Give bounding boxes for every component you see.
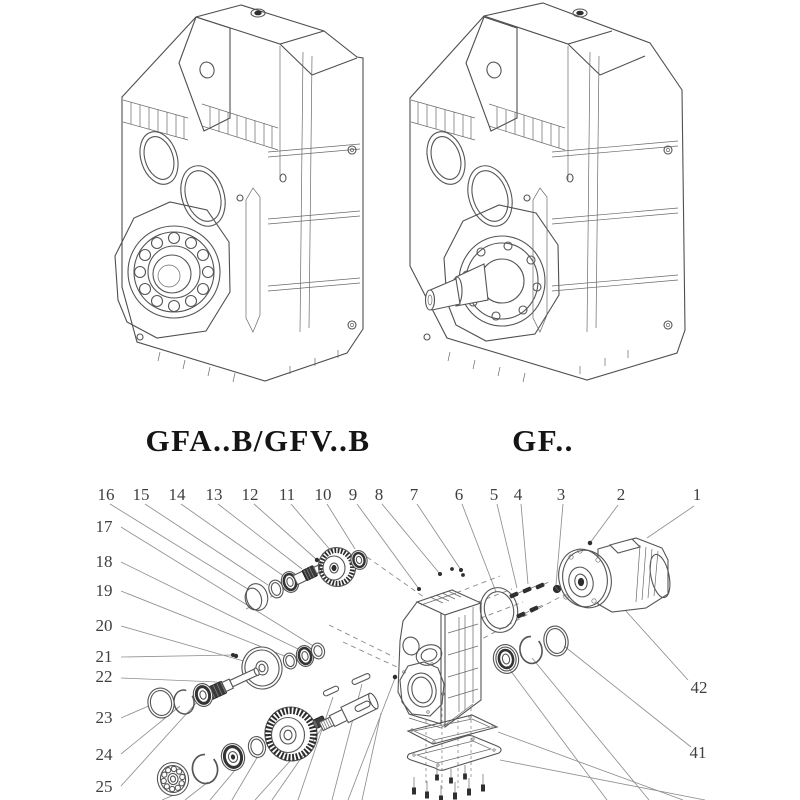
- callout-10: 10: [314, 485, 332, 504]
- part-bearing-output: [219, 741, 247, 772]
- part-housing: [398, 590, 481, 728]
- part-pan-bolts: [413, 765, 485, 800]
- part-ring-intermediate-1: [282, 652, 298, 671]
- callout-41: 41: [689, 743, 707, 762]
- part-oil-seal-intermediate: [145, 686, 177, 721]
- gearbox-drawing-gfab-gfvb: [115, 5, 363, 382]
- part-output-shaft: [318, 692, 380, 734]
- part-snap-ring-41a: [518, 635, 544, 665]
- part-output-bearing-42: [491, 642, 521, 676]
- callout-19: 19: [95, 581, 113, 600]
- part-flat-gasket: [408, 715, 497, 744]
- callout-9: 9: [348, 485, 358, 504]
- callout-15: 15: [132, 485, 150, 504]
- callout-13: 13: [205, 485, 223, 504]
- part-key-small: [323, 685, 340, 696]
- part-key-large: [351, 673, 370, 685]
- part-screw-input: [315, 558, 318, 561]
- callout-2: 2: [616, 485, 626, 504]
- part-ring-output: [247, 735, 268, 759]
- part-oil-pan-gasket: [407, 736, 501, 771]
- callout-11: 11: [278, 485, 296, 504]
- model-label-gfab-gfvb: GFA..B/GFV..B: [145, 423, 371, 458]
- callout-22: 22: [95, 667, 113, 686]
- callout-18: 18: [95, 552, 113, 571]
- callout-7: 7: [409, 485, 419, 504]
- callout-5: 5: [489, 485, 499, 504]
- callout-14: 14: [168, 485, 186, 504]
- part-intermediate-gear: [238, 643, 286, 692]
- part-rolling-bearing-output: [154, 760, 191, 799]
- exploded-parts-diagram: [96, 485, 708, 800]
- callout-12: 12: [241, 485, 259, 504]
- exploded-parts: [145, 538, 673, 800]
- callout-17: 17: [95, 517, 113, 536]
- callout-23: 23: [95, 708, 113, 727]
- model-label-gf: GF..: [512, 423, 574, 458]
- callout-6: 6: [454, 485, 464, 504]
- part-snap-ring-intermediate: [172, 688, 196, 715]
- callout-42: 42: [690, 678, 708, 697]
- part-end-cap: [242, 581, 271, 613]
- callout-21: 21: [95, 647, 113, 666]
- part-motor: [553, 538, 674, 613]
- bearing-rollers: [135, 233, 214, 312]
- callout-1: 1: [692, 485, 702, 504]
- callout-3: 3: [556, 485, 566, 504]
- part-output-gear: [261, 703, 322, 765]
- callout-8: 8: [374, 485, 384, 504]
- callout-24: 24: [95, 745, 113, 764]
- gearbox-drawing-gf: [410, 3, 685, 382]
- part-seal-ring-41: [541, 624, 571, 658]
- part-screw-intermediate: [234, 654, 237, 657]
- callout-16: 16: [97, 485, 115, 504]
- part-flange-gasket-ring: [476, 584, 522, 636]
- callout-4: 4: [513, 485, 523, 504]
- callout-25: 25: [95, 777, 113, 796]
- part-snap-ring-output: [190, 753, 220, 786]
- callout-20: 20: [95, 616, 113, 635]
